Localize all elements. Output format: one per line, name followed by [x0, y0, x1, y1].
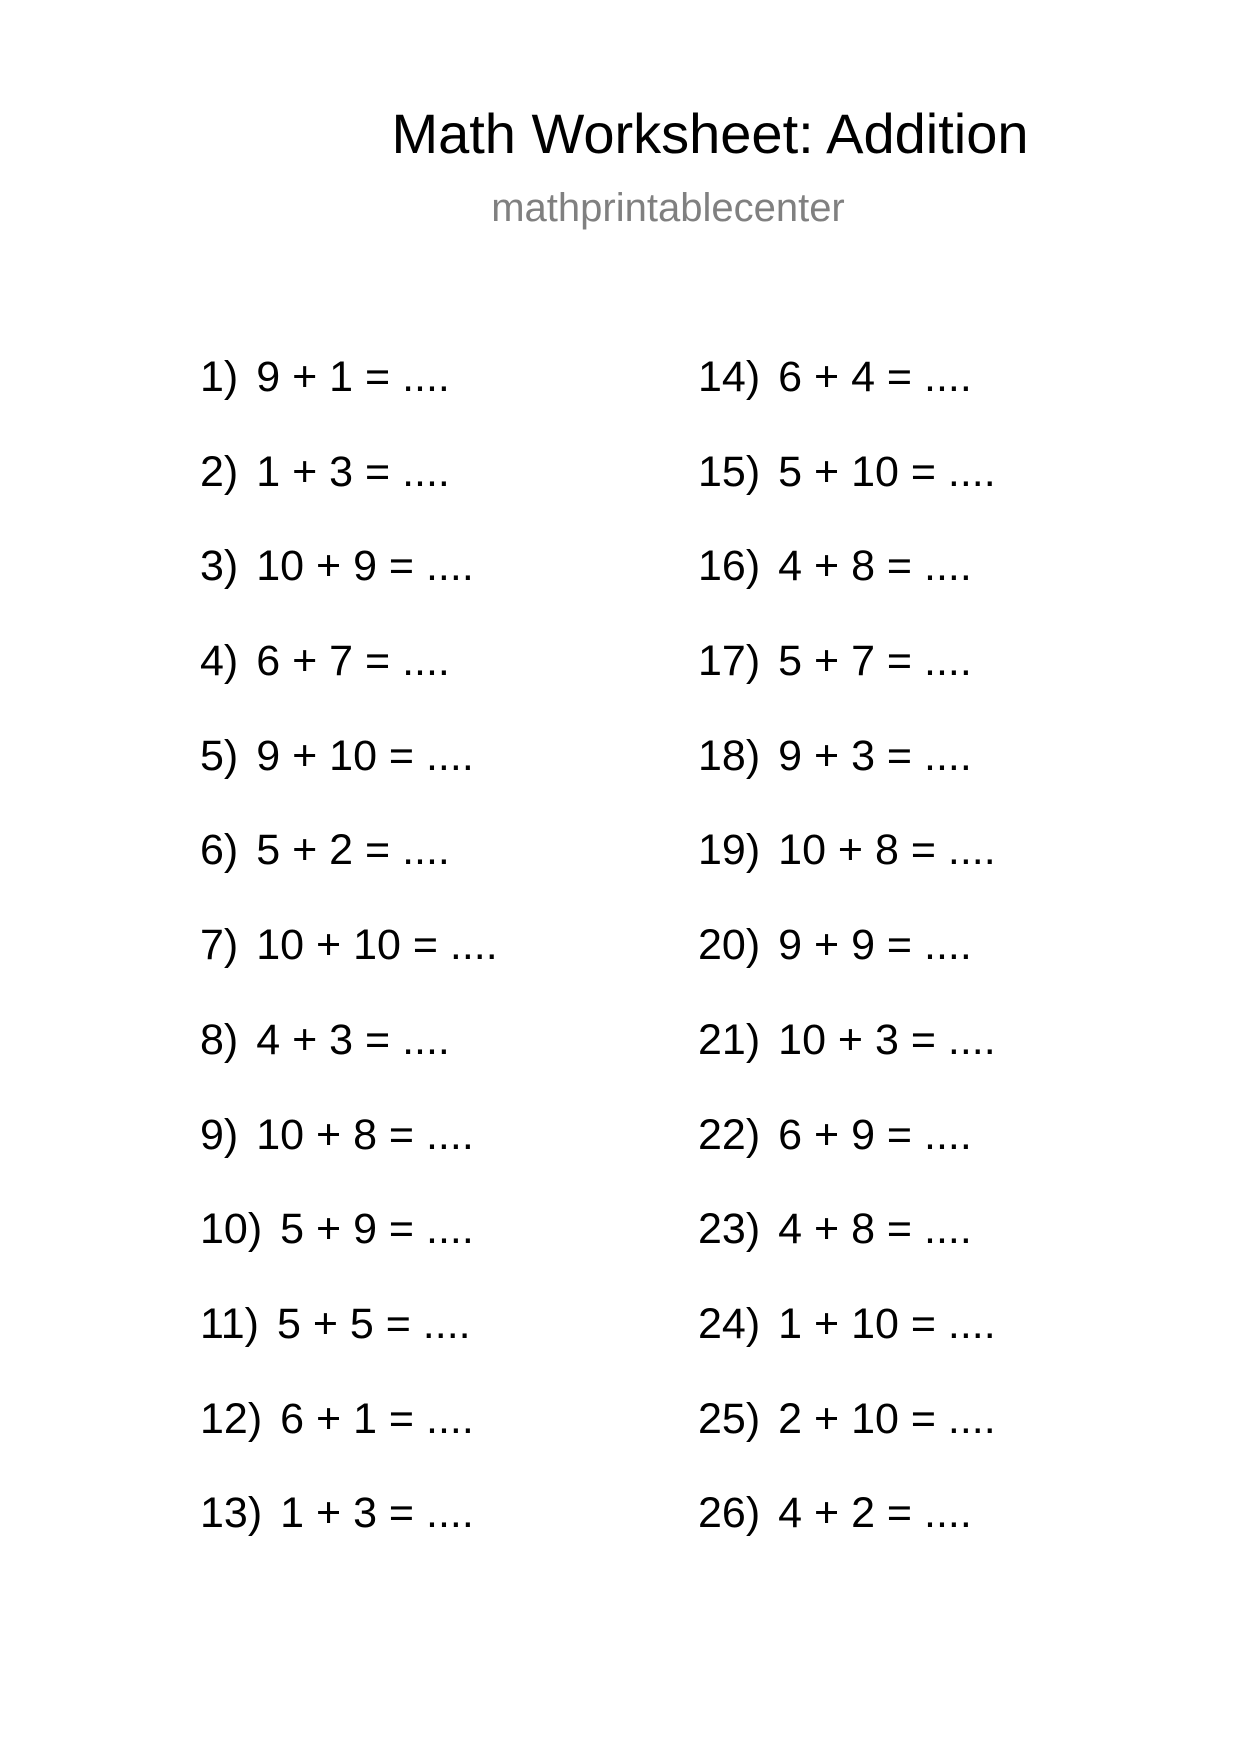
problem-item: [698, 634, 996, 729]
problem-number: 21): [698, 1015, 761, 1064]
problem-item: [200, 729, 498, 824]
worksheet-subtitle: mathprintablecenter: [491, 186, 845, 230]
problem-number: 1): [200, 353, 239, 401]
problem-column-left: [200, 350, 498, 1581]
problem-item: [200, 918, 498, 1013]
problem-number: 15): [698, 447, 761, 496]
problem-expression: 4 + 2 = ....: [778, 1489, 972, 1538]
problem-number: 11): [200, 1299, 259, 1348]
problem-expression: 2 + 10 = ....: [778, 1394, 996, 1443]
problem-expression: 5 + 10 = ....: [778, 447, 996, 496]
problem-number: 4): [200, 637, 239, 686]
problem-item: [698, 918, 996, 1013]
problem-number: 18): [698, 731, 761, 780]
problem-item: [200, 1202, 498, 1297]
problem-expression: 10 + 3 = ....: [778, 1015, 996, 1064]
problem-item: [200, 1108, 498, 1203]
problem-number: 12): [200, 1394, 263, 1443]
problem-column-right: [698, 350, 996, 1581]
problem-item: [698, 1392, 996, 1487]
problem-item: [698, 445, 996, 540]
problem-number: 26): [698, 1489, 761, 1538]
problem-expression: 10 + 8 = ....: [256, 1110, 474, 1159]
problem-item: [698, 1202, 996, 1297]
problem-number: 10): [200, 1205, 263, 1254]
problem-item: [200, 1013, 498, 1108]
problem-item: [200, 634, 498, 729]
problem-item: [698, 1013, 996, 1108]
problem-item: [200, 539, 498, 634]
problem-expression: 10 + 10 = ....: [256, 921, 498, 970]
problem-item: [200, 1297, 498, 1392]
problem-number: 7): [200, 921, 239, 970]
problem-number: 19): [698, 826, 761, 875]
problem-number: 9): [200, 1110, 239, 1159]
problem-item: [698, 539, 996, 634]
problem-item: [698, 729, 996, 824]
problem-expression: 6 + 7 = ....: [256, 637, 450, 686]
problem-number: 14): [698, 353, 761, 401]
problem-number: 3): [200, 542, 239, 591]
problem-number: 16): [698, 542, 761, 591]
problem-expression: 1 + 3 = ....: [280, 1489, 474, 1538]
problem-item: [698, 1486, 996, 1581]
problem-number: 25): [698, 1394, 761, 1443]
problem-item: [698, 350, 996, 445]
problem-expression: 6 + 9 = ....: [778, 1110, 972, 1159]
problem-expression: 5 + 2 = ....: [256, 826, 450, 875]
problem-item: [698, 823, 996, 918]
problem-expression: 4 + 8 = ....: [778, 542, 972, 591]
problem-item: [200, 1392, 498, 1487]
problem-item: [200, 823, 498, 918]
problem-expression: 4 + 8 = ....: [778, 1205, 972, 1254]
worksheet-title: Math Worksheet: Addition: [391, 102, 1029, 165]
problem-expression: 10 + 9 = ....: [256, 542, 474, 591]
problem-expression: 5 + 5 = ....: [276, 1299, 471, 1348]
problem-expression: 5 + 7 = ....: [778, 637, 972, 686]
problem-number: 23): [698, 1205, 761, 1254]
problem-number: 17): [698, 637, 761, 686]
problem-item: [698, 1108, 996, 1203]
problem-item: [200, 1486, 498, 1581]
problem-expression: 9 + 1 = ....: [256, 353, 450, 401]
problem-expression: 4 + 3 = ....: [256, 1015, 450, 1064]
problem-number: 20): [698, 921, 761, 970]
problem-expression: 9 + 9 = ....: [778, 921, 972, 970]
problem-expression: 6 + 4 = ....: [778, 353, 972, 401]
problem-number: 8): [200, 1015, 239, 1064]
problem-item: [200, 350, 498, 445]
problem-item: [200, 445, 498, 540]
problem-expression: 6 + 1 = ....: [280, 1394, 474, 1443]
problem-number: 2): [200, 447, 239, 496]
problem-number: 22): [698, 1110, 761, 1159]
problem-expression: 9 + 10 = ....: [256, 731, 474, 780]
problem-item: [698, 1297, 996, 1392]
problem-expression: 10 + 8 = ....: [778, 826, 996, 875]
problem-number: 5): [200, 731, 239, 780]
problem-expression: 9 + 3 = ....: [778, 731, 972, 780]
problem-expression: 1 + 3 = ....: [256, 447, 450, 496]
problem-number: 24): [698, 1299, 761, 1348]
problem-expression: 1 + 10 = ....: [778, 1299, 996, 1348]
problem-expression: 5 + 9 = ....: [280, 1205, 474, 1254]
problem-number: 13): [200, 1489, 263, 1538]
problem-number: 6): [200, 826, 239, 875]
